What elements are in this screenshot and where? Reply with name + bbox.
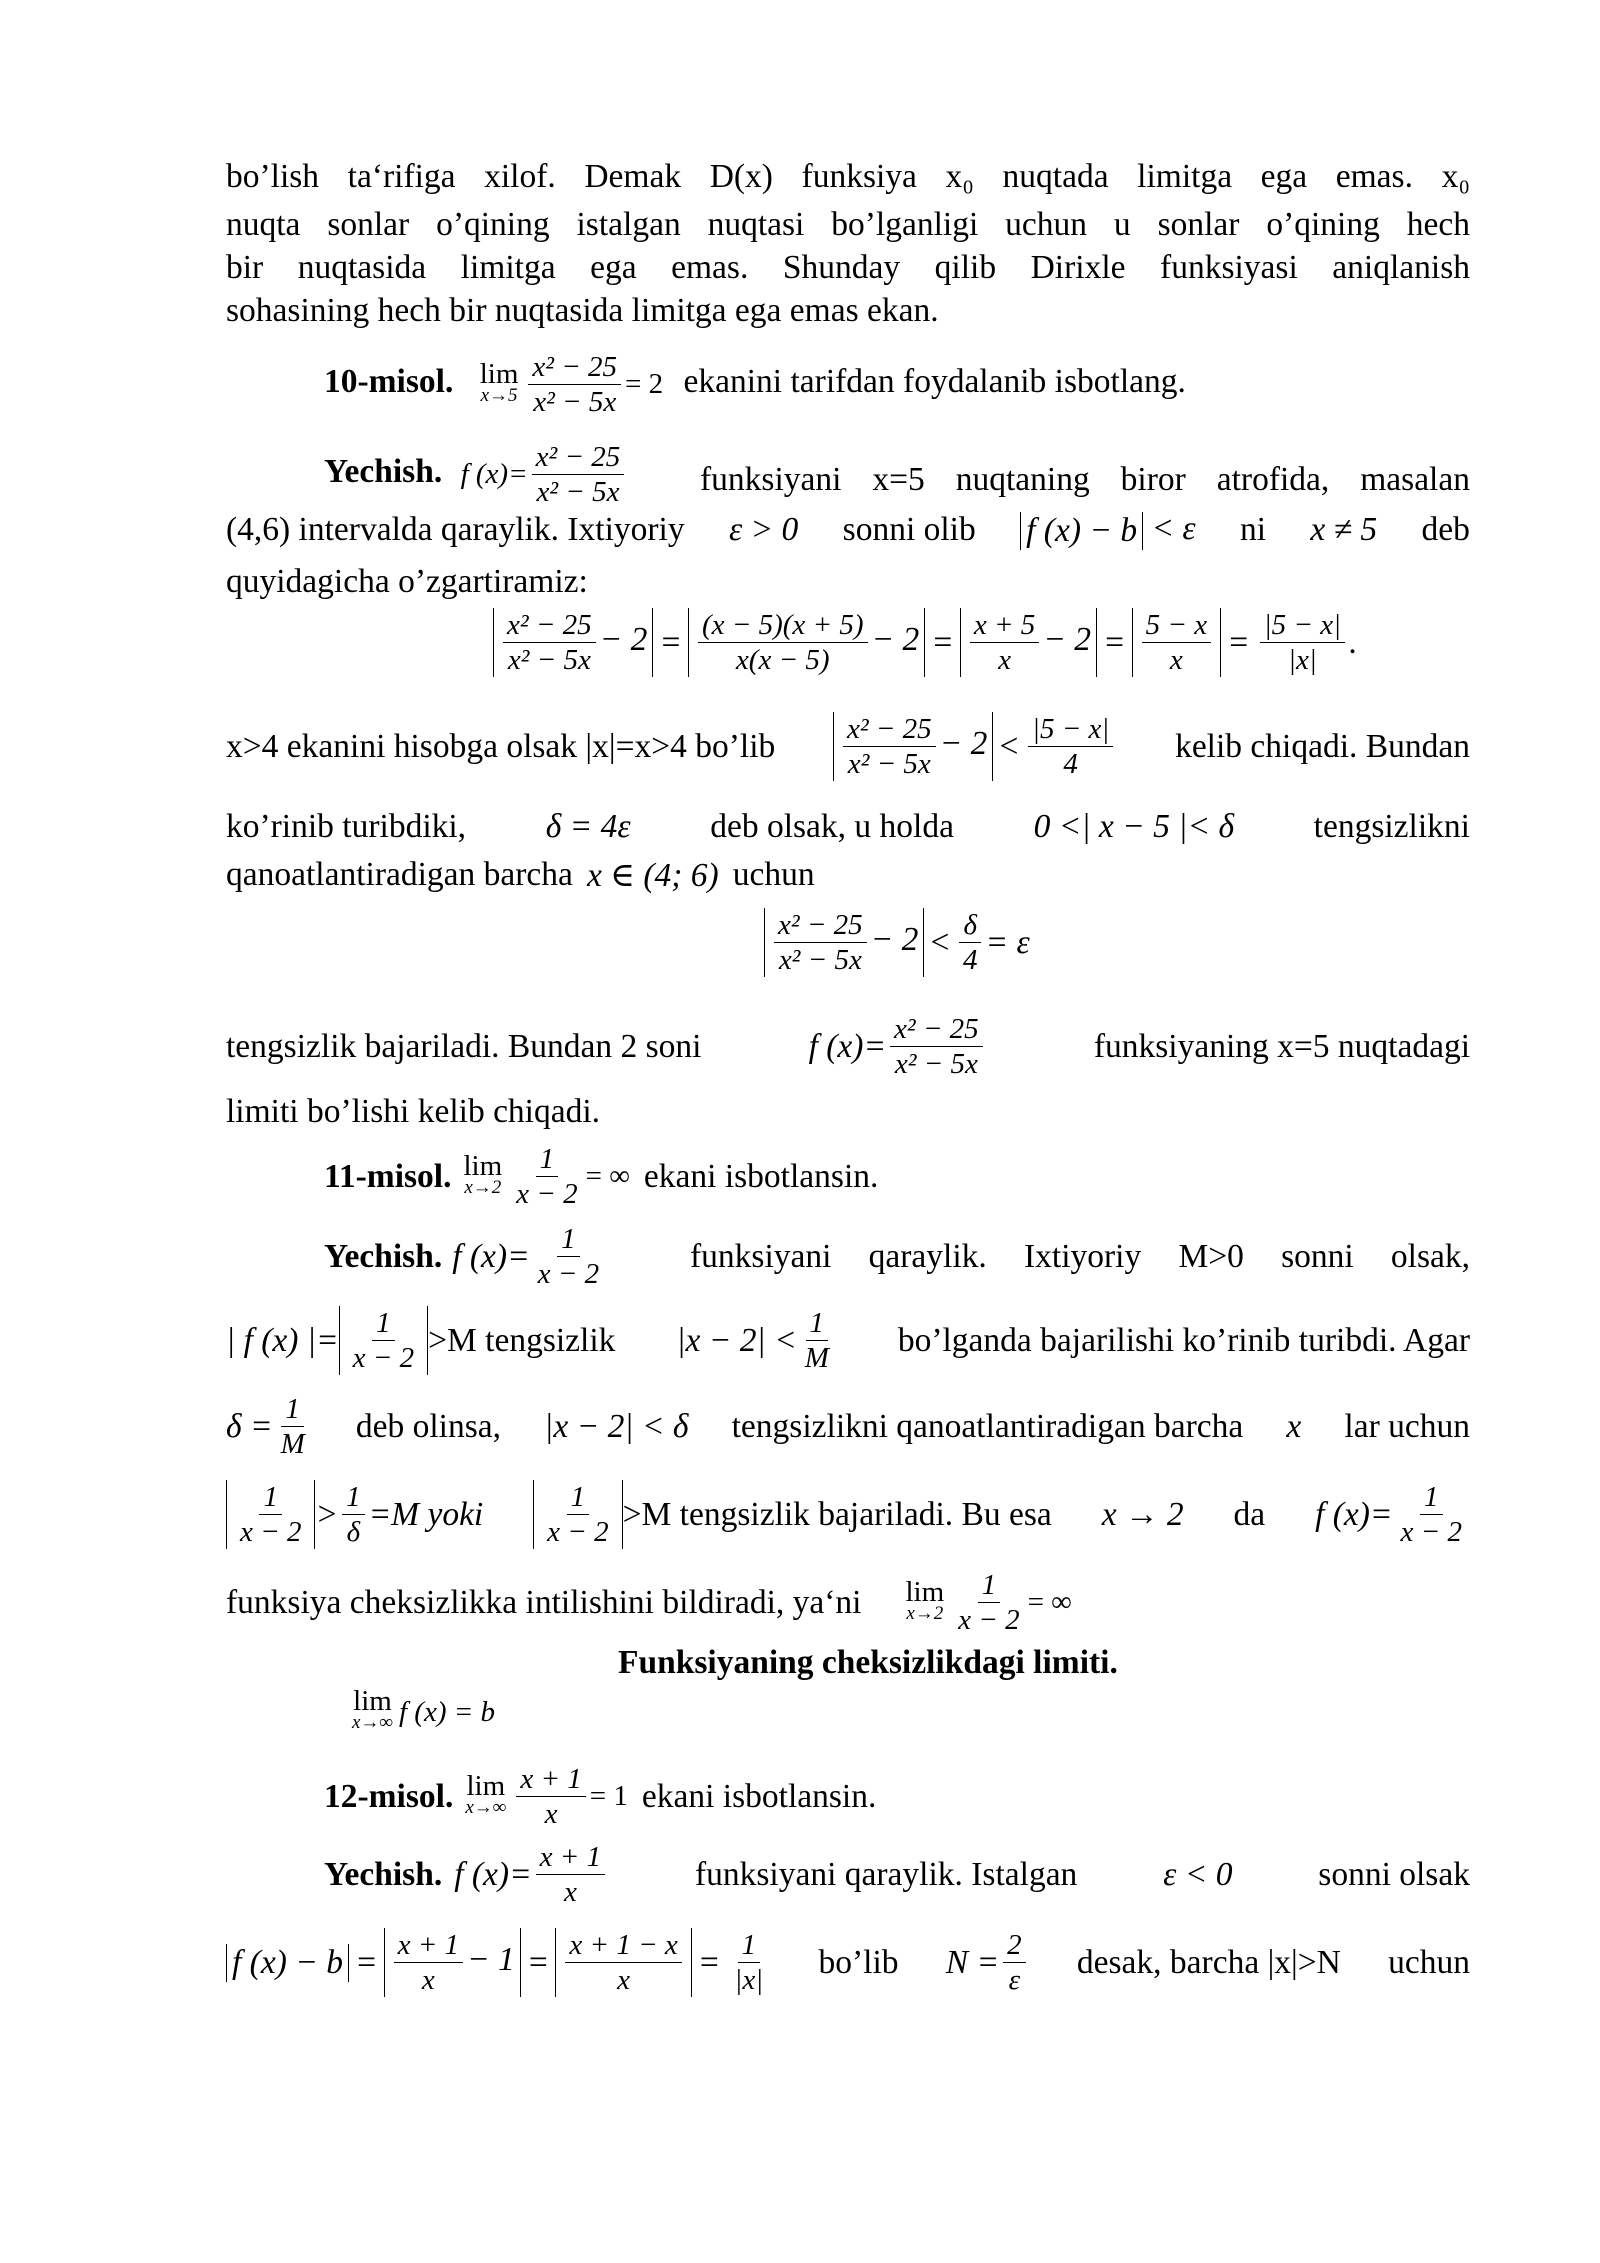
equals-sign: = [1103,623,1126,661]
fraction-denominator: x² − 5x [894,1048,978,1080]
math-delta: δ = 4ε [545,808,631,845]
text-fragment: ni [1240,511,1267,549]
fraction-denominator: x [421,1964,435,1996]
fraction-numerator: |5 − x| [1028,712,1113,747]
result-inequality [764,908,1030,977]
fraction-denominator: x² − 5x [507,644,591,676]
fraction-denominator: x² − 5x [536,476,620,508]
math-condition: 0 <| x − 5 |< δ [1033,808,1235,845]
fraction-denominator: x − 2 [516,1178,578,1210]
text-line: limiti bo’lishi kelib chiqadi. [226,1093,601,1130]
abs-expression: f (x) − b [226,1944,349,1982]
equals-value: = ∞ [1027,1586,1072,1618]
minus-two: − 2 [1043,621,1092,659]
fraction-numerator: 2 [1003,1928,1026,1963]
function-def: f (x)= [1315,1495,1393,1533]
math-epsilon: ε < 0 [1163,1855,1233,1893]
fraction-denominator: x(x − 5) [735,644,830,676]
math-x-to-2: x → 2 [1101,1495,1184,1533]
fraction-numerator: 1 [738,1928,761,1963]
fraction-denominator: x [617,1964,630,1996]
fraction-numerator: x + 1 [536,1840,605,1875]
fraction-numerator: |5 − x| [1260,608,1345,643]
lim-word: lim [353,1685,392,1717]
period: . [1349,623,1358,661]
fraction-denominator: x − 2 [537,1258,600,1290]
fraction-denominator: x² − 5x [847,748,931,780]
text-line: bir nuqtasida limitga ega emas. Shunday qilib Dirixle funksiyasi aniqlanish [226,249,1470,286]
less-sign: < [928,923,951,961]
lim-subscript: x→2 [906,1602,944,1624]
equals-sign: = [931,623,954,661]
equation-chain [493,608,1357,677]
fraction-denominator: M [804,1342,829,1374]
delta-def: δ = [226,1407,273,1445]
fraction-numerator: x + 5 [970,608,1039,643]
text-fragment: deb [1421,511,1470,549]
example-label: 10-misol. [324,363,454,401]
fraction-numerator: δ [959,908,980,943]
fraction-numerator: 1 [536,1142,559,1177]
text-line [226,1012,1470,1081]
fraction-numerator: x² − 25 [843,712,936,747]
text-line [226,712,1470,781]
example-label: 11-misol. [324,1157,452,1195]
math-abs-less: |x − 2| < [676,1321,797,1359]
fraction-denominator: x − 2 [240,1516,302,1548]
solution-label: Yechish. [324,453,443,491]
equals-sign: = [354,1943,378,1981]
fraction-denominator: x [544,1798,558,1830]
equals-sign: = [697,1943,721,1981]
function-def: f (x)= [808,1027,887,1065]
lim-word: lim [905,1575,945,1608]
limit-definition [352,1685,496,1734]
example-label: 12-misol. [324,1777,454,1815]
equals-sign: = [659,623,682,661]
solution-label: Yechish. [324,1855,443,1893]
text-line: funksiyani x=5 nuqtaning biror atrofida, masalan [700,461,1470,498]
fraction-numerator: 1 [259,1480,282,1515]
lim-word: lim [466,1769,506,1802]
lim-word: lim [463,1149,503,1182]
text-fragment: desak, barcha |x|>N [1076,1943,1341,1981]
text-line [226,510,1470,550]
solution-12 [324,1840,1470,1909]
text-fragment: x>4 ekanini hisobga olsak |x|=x>4 bo’lib [226,727,776,765]
minus-two: − 2 [939,725,988,763]
section-heading: Funksiyaning cheksizlikdagi limiti. [618,1644,1118,1681]
text-fragment: lar uchun [1344,1407,1470,1445]
example-text: ekani isbotlansin. [643,1157,879,1195]
fraction-numerator: x² − 25 [503,608,596,643]
math-interval: x ∈ (4; 6) [586,857,719,894]
fraction-numerator: x + 1 − x [565,1928,681,1963]
text-fragment: =M yoki [368,1495,484,1533]
equals-value: = 1 [589,1780,628,1812]
text-fragment: funksiyani qaraylik. Istalgan [694,1855,1078,1893]
fraction-denominator: 4 [1063,748,1078,780]
example-11 [324,1142,878,1211]
text-line [226,855,815,895]
lim-subscript: x→5 [480,384,518,406]
greater-sign: > [315,1495,339,1533]
fraction-numerator: x² − 25 [890,1012,983,1047]
text-fragment: deb olinsa, [355,1407,502,1445]
fraction-denominator: x − 2 [958,1604,1020,1636]
fraction-denominator: M [280,1428,305,1460]
equals-value: = ∞ [585,1160,630,1192]
math-less-eps: < ε [1151,510,1196,547]
fraction-numerator: 1 [806,1306,829,1341]
function-def: f (x)= [460,458,528,490]
math-abs-less: |x − 2| < δ [544,1407,689,1445]
text-fragment: (4,6) intervalda qaraylik. Ixtiyoriy [226,511,685,549]
lim-subscript: x→∞ [352,1712,393,1733]
text-fragment: funksiyaning x=5 nuqtadagi [1093,1027,1470,1065]
text-fragment: bo’lib [818,1943,899,1981]
text-fragment: >M tengsizlik [428,1321,616,1359]
fraction-denominator: x [998,644,1011,676]
text-fragment: tengsizlikni [1313,808,1470,845]
fraction-denominator: ε [1008,1964,1021,1996]
text-fragment: uchun [732,856,815,893]
fraction-numerator: 1 [281,1392,304,1427]
limit-expression: f (x) = b [398,1695,496,1728]
fraction-denominator: x − 2 [547,1516,609,1548]
text-line [226,1568,1072,1637]
text-line [226,808,1470,846]
fraction-numerator: x + 1 [394,1928,463,1963]
minus-two: − 2 [870,921,919,959]
math-epsilon: ε > 0 [728,511,799,549]
fraction-denominator: x² − 5x [778,944,862,976]
fraction-numerator: x + 1 [516,1762,585,1797]
text-line: sohasining hech bir nuqtasida limitga ega emas ekan. [226,292,939,329]
lim-subscript: x→2 [464,1176,502,1198]
text-line [226,1306,1470,1375]
minus-two: − 2 [871,621,920,659]
text-fragment: uchun [1388,1943,1470,1981]
solution-label: Yechish. [324,1237,443,1275]
function-def: f (x)= [452,1237,530,1275]
fraction-denominator: x [563,1876,577,1908]
lim-subscript: x→∞ [465,1796,507,1818]
fraction-numerator: 1 [342,1480,365,1515]
text-fragment: tengsizlik bajariladi. Bundan 2 soni [226,1027,702,1065]
fraction-numerator: x² − 25 [528,350,621,385]
text-line: bo’lish ta‘rifiga xilof. Demak D(x) funksiya x₀ nuqtada limitga ega emas. x₀ [226,158,1470,195]
fraction-numerator: 1 [567,1480,590,1515]
text-line [226,1928,1470,1997]
text-fragment: da [1233,1495,1266,1533]
text-fragment: sonni olib [842,511,976,549]
function-def: f (x)= [454,1855,532,1893]
text-fragment: tengsizlikni qanoatlantiradigan barcha [731,1407,1244,1445]
text-line [226,1392,1470,1461]
math-x: x [1286,1407,1302,1445]
fraction-denominator: x − 2 [352,1342,415,1374]
example-text: ekani isbotlansin. [641,1777,877,1815]
less-sign: < [997,727,1020,765]
abs-expression: f (x) − b [1020,512,1143,550]
equals-sign: = [526,1943,550,1981]
text-line [226,1480,1470,1549]
fraction-numerator: 1 [1420,1480,1443,1515]
fraction-numerator: 5 − x [1142,608,1211,643]
fraction-numerator: 1 [978,1568,1001,1603]
text-fragment: deb olsak, u holda [710,808,954,845]
text-fragment: sonni olsak [1318,1855,1470,1893]
abs-function: | f (x) |= [226,1321,339,1359]
text-fragment: funksiya cheksizlikka intilishini bildiradi, ya‘ni [226,1583,862,1621]
equals-sign: = [1227,623,1250,661]
fraction-numerator: x² − 25 [532,440,625,475]
text-fragment: >M tengsizlik bajariladi. Bu esa [622,1495,1052,1533]
n-def: N = [945,1943,1000,1981]
fraction-numerator: x² − 25 [774,908,867,943]
solution-text: funksiyani qaraylik. Ixtiyoriy M>0 sonni olsak, [690,1237,1470,1275]
text-fragment: ko’rinib turibdiki, [226,808,467,845]
example-10 [324,350,1186,419]
text-fragment: kelib chiqadi. Bundan [1175,727,1470,765]
fraction-denominator: x − 2 [1400,1516,1462,1548]
text-fragment: bo’lganda bajarilishi ko’rinib turibdi. Agar [897,1321,1470,1359]
solution-11 [324,1222,1470,1291]
solution-10 [324,440,628,509]
fraction-numerator: (x − 5)(x + 5) [698,608,868,643]
fraction-denominator: x [1169,644,1183,676]
fraction-denominator: x² − 5x [533,386,617,418]
math-neq: x ≠ 5 [1310,511,1378,549]
fraction-denominator: 4 [962,944,978,976]
equals-epsilon: = ε [985,923,1030,961]
example-12 [324,1762,876,1831]
equals-value: = 2 [625,368,664,400]
fraction-numerator: 1 [372,1306,395,1341]
text-line: nuqta sonlar o’qining istalgan nuqtasi bo’lganligi uchun u sonlar o’qining hech [226,206,1470,243]
example-text: ekanini tarifdan foydalanib isbotlang. [683,363,1186,401]
minus-one: − 1 [467,1941,515,1979]
fraction-numerator: 1 [557,1222,580,1257]
text-line: quyidagicha o’zgartiramiz: [226,563,588,600]
fraction-denominator: |x| [734,1964,764,1996]
fraction-denominator: δ [346,1516,361,1548]
lim-word: lim [479,357,519,390]
text-fragment: qanoatlantiradigan barcha [226,856,573,893]
minus-two: − 2 [599,621,648,659]
fraction-denominator: |x| [1287,644,1317,676]
